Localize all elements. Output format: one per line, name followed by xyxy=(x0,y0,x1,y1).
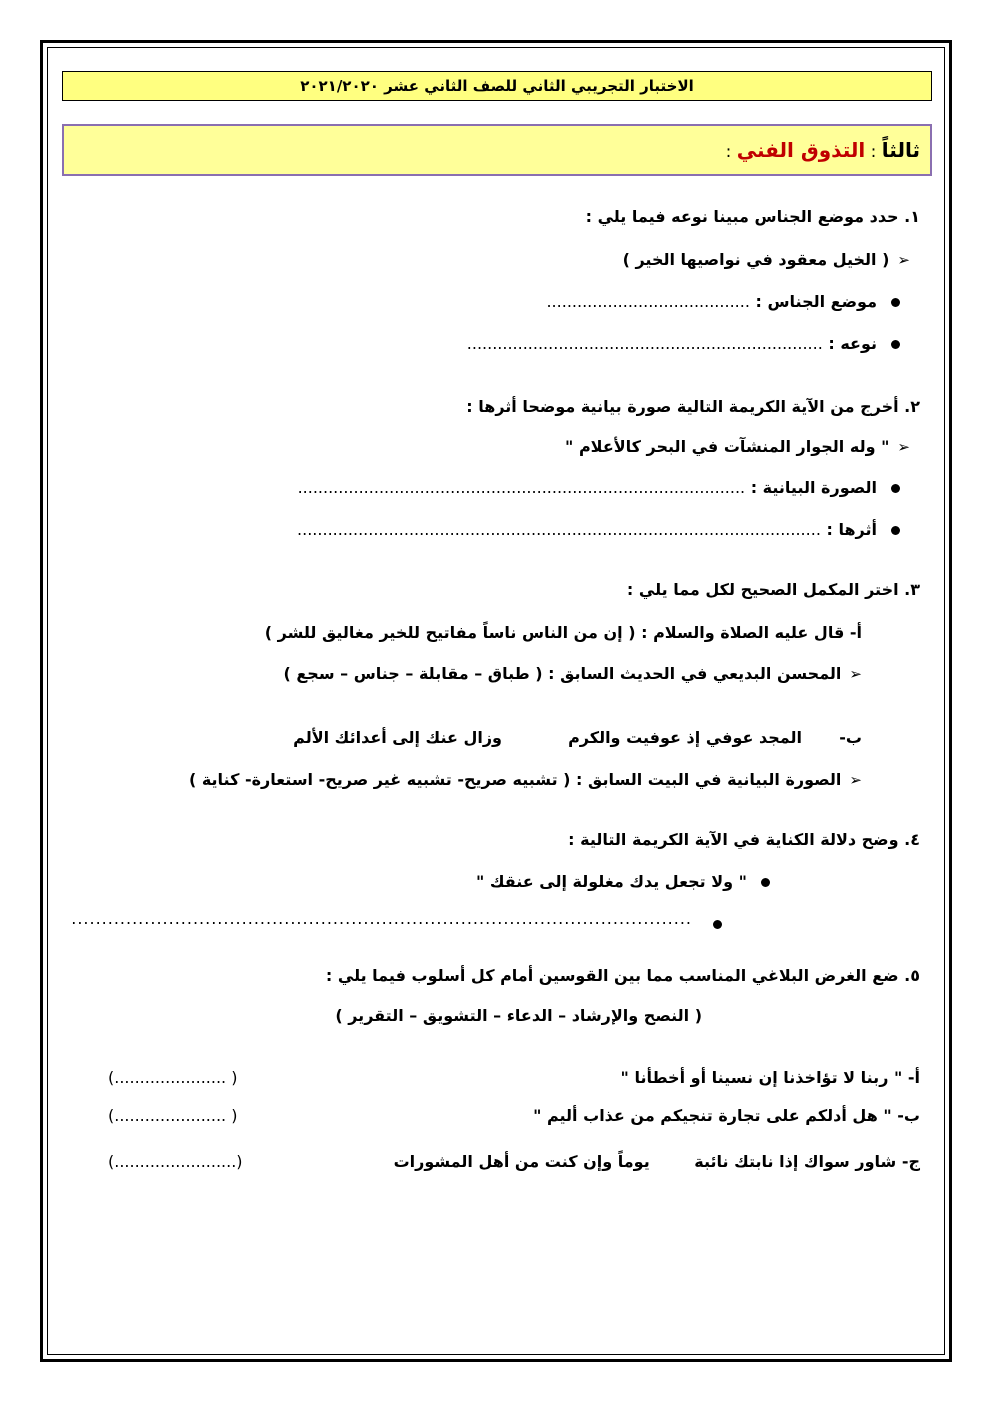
section-separator: : xyxy=(865,142,882,162)
q5-item-c-blank[interactable]: (........................) xyxy=(108,1152,243,1171)
q5-prompt: ٥. ضع الغرض البلاغي المناسب مما بين القوسين أمام كل أسلوب فيما يلي : xyxy=(325,966,920,985)
q4-quote-line xyxy=(476,870,770,894)
q3-b-choice: الصورة البيانية في البيت السابق : ( تشبيه صريح- تشبيه غير صريح- استعارة- كناية ) xyxy=(188,770,842,789)
q2-quote: " وله الجوار المنشآت في البحر كالأعلام " xyxy=(565,437,890,456)
bullet-icon xyxy=(891,526,900,535)
arrow-bullet-icon: ➢ xyxy=(897,438,910,456)
q3-a-choice-line xyxy=(283,662,862,686)
q1-field1 xyxy=(546,290,900,314)
q3-a-choice: المحسن البديعي في الحديث السابق : ( طباق – مقابلة – جناس – سجع ) xyxy=(283,664,842,683)
q1-quote: ( الخيل معقود في نواصيها الخير ) xyxy=(622,250,890,269)
q2-prompt: ٢. أخرج من الآية الكريمة التالية صورة بيانية موضحا أثرها : xyxy=(466,397,920,416)
q2-quote-line xyxy=(565,435,910,459)
bullet-icon xyxy=(713,920,722,929)
q2-field2-label: أثرها : xyxy=(826,520,877,539)
q1-field1-blank[interactable]: ........................................ xyxy=(546,292,750,311)
q2-field1 xyxy=(298,476,900,500)
q4-answer-line xyxy=(699,912,722,936)
bullet-icon xyxy=(761,878,770,887)
q3-prompt: ٣. اختر المكمل الصحيح لكل مما يلي : xyxy=(626,580,920,599)
q1-field2 xyxy=(467,332,900,356)
section-label: ثالثاً xyxy=(881,138,920,162)
q2-field2 xyxy=(297,518,900,542)
q2-field1-blank[interactable]: ........................................................................................ xyxy=(297,478,746,497)
q5-options: ( النصح والإرشاد – الدعاء – التشويق – التقرير ) xyxy=(335,1006,702,1025)
q5-item-a-text: أ- " ربنا لا تؤاخذنا إن نسينا أو أخطأنا " xyxy=(620,1068,920,1087)
q1-prompt: ١. حدد موضع الجناس مبينا نوعه فيما يلي : xyxy=(585,207,920,226)
q3-b-verse2: وزال عنك إلى أعدائك الألم xyxy=(293,728,502,747)
q1-field2-label: نوعه : xyxy=(828,334,877,353)
q5-item-b-text: ب- " هل أدلكم على تجارة تنجيكم من عذاب أليم " xyxy=(533,1106,920,1125)
q4-prompt: ٤. وضح دلالة الكناية في الآية الكريمة التالية : xyxy=(568,830,920,849)
q1-quote-line xyxy=(623,248,910,272)
q5-item-a-blank[interactable]: ( ......................) xyxy=(108,1068,238,1087)
bullet-icon xyxy=(891,340,900,349)
arrow-bullet-icon: ➢ xyxy=(849,771,862,789)
q2-field2-blank[interactable]: ....................................................................................................... xyxy=(297,520,821,539)
q5-item-c-text: ج- شاور سواك إذا نابتك نائبة يوماً وإن كنت من أهل المشورات xyxy=(393,1152,920,1171)
exam-title: الاختبار التجريبي الثاني للصف الثاني عشر ٢٠٢١/٢٠٢٠ xyxy=(62,71,932,101)
q3-b-label: ب- xyxy=(839,728,862,747)
q4-quote: " ولا تجعل يدك مغلولة إلى عنقك " xyxy=(475,872,747,891)
bullet-icon xyxy=(891,298,900,307)
section-title: التذوق الفني xyxy=(736,138,866,162)
section-colon: : xyxy=(725,142,737,162)
q1-field1-label: موضع الجناس : xyxy=(755,292,877,311)
q3-a-text: أ- قال عليه الصلاة والسلام : ( إن من الناس ناساً مفاتيح للخير مغاليق للشر ) xyxy=(264,623,862,642)
q4-answer-blank[interactable]: ...................................................................................................... xyxy=(71,909,692,928)
q3-b-choice-line xyxy=(189,768,862,792)
section-header xyxy=(62,124,932,176)
q2-field1-label: الصورة البيانية : xyxy=(750,478,877,497)
q3-b-verse1: المجد عوفي إذ عوفيت والكرم xyxy=(568,728,802,747)
arrow-bullet-icon: ➢ xyxy=(897,251,910,269)
bullet-icon xyxy=(891,484,900,493)
q1-field2-blank[interactable]: ...................................................................... xyxy=(466,334,823,353)
arrow-bullet-icon: ➢ xyxy=(849,665,862,683)
q5-item-b-blank[interactable]: ( ......................) xyxy=(108,1106,238,1125)
